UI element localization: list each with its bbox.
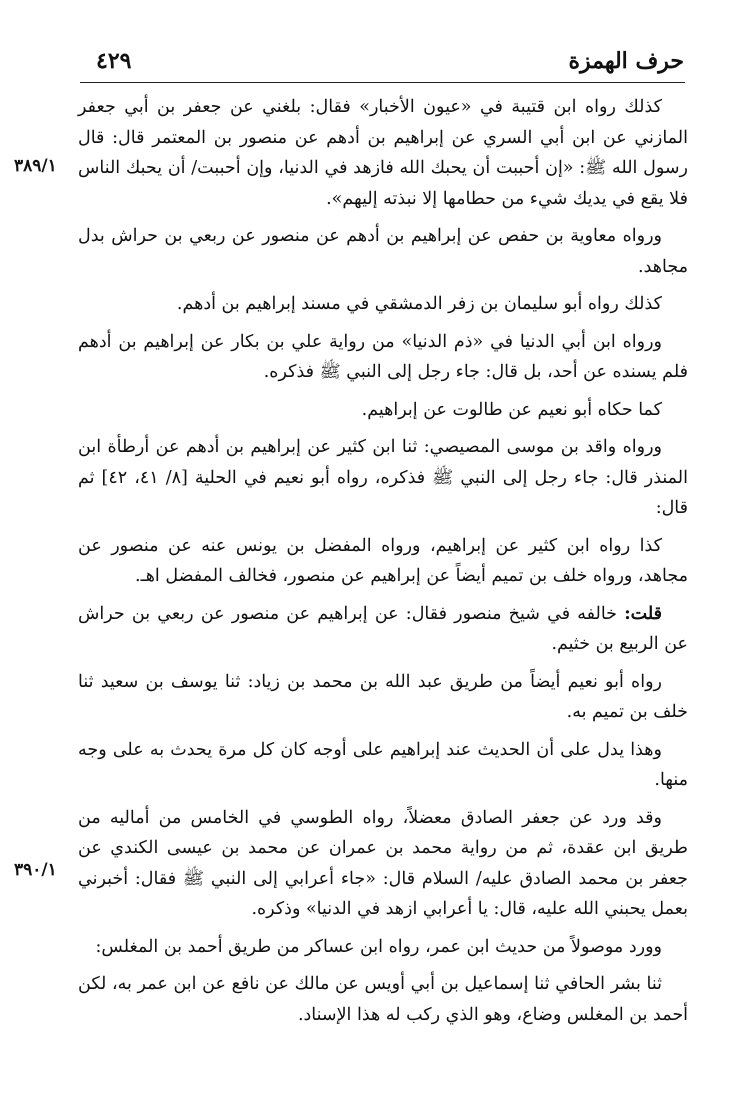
paragraph-4: ورواه ابن أبي الدنيا في «ذم الدنيا» من رواية علي بن بكار عن إبراهيم بن أدهم فلم يسنده عن أحد، بل قال: جاء رجل إلى النبي ﷺ فذكره. [78, 331, 688, 382]
paragraph-12: وورد موصولاً من حديث ابن عمر، رواه ابن عساكر من طريق أحمد بن المغلس: [95, 936, 662, 957]
paragraph-8-text: خالفه في شيخ منصور فقال: عن إبراهيم عن منصور عن ربعي بن حراش عن الربيع بن خثيم. [78, 603, 688, 654]
paragraph-8 [78, 599, 688, 660]
margin-reference-1: ٣٨٩/١ [14, 156, 57, 176]
header-divider [80, 82, 685, 83]
page-number: ٤٢٩ [96, 48, 132, 74]
paragraph-2: ورواه معاوية بن حفص عن إبراهيم بن أدهم عن منصور عن ربعي بن حراش بدل مجاهد. [78, 226, 688, 277]
paragraph-5: كما حكاه أبو نعيم عن طالوت عن إبراهيم. [361, 399, 662, 420]
paragraph-13: ثنا بشر الحافي ثنا إسماعيل بن أبي أويس عن مالك عن نافع عن ابن عمر به، لكن أحمد بن المغلس وضاع، وهو الذي ركب له هذا الإسناد. [78, 974, 688, 1025]
paragraph-11: وقد ورد عن جعفر الصادق معضلاً، رواه الطوسي في الخامس من أماليه من طريق ابن عقدة، ثم من رواية محمد بن عمران عن محمد بن عيسى الكندي عن جعفر بن محمد الصادق عليه/ السلام قال: «جاء أعرابي إلى النبي ﷺ فقال: أخبرني بعمل يحبني الله عليه، قال: يا أعرابي ازهد في الدنيا» وذكره. [78, 807, 688, 919]
margin-reference-2: ٣٩٠/١ [14, 860, 57, 880]
page-header [72, 42, 684, 78]
paragraph-9: رواه أبو نعيم أيضاً من طريق عبد الله بن محمد بن زياد: ثنا يوسف بن سعيد ثنا خلف بن تميم به. [78, 671, 688, 722]
qultu-lead: قلت: [624, 603, 662, 624]
paragraph-6: ورواه واقد بن موسى المصيصي: ثنا ابن كثير عن إبراهيم بن أدهم عن أرطأة ابن المنذر قال: جاء رجل إلى النبي ﷺ فذكره، رواه أبو نعيم في الحلية [٨/ ٤١، ٤٢] ثم قال: [78, 437, 688, 518]
body-text [78, 92, 688, 1037]
paragraph-10: وهذا يدل على أن الحديث عند إبراهيم على أوجه كان كل مرة يحدث به على وجه منها. [78, 739, 688, 790]
running-head-title: حرف الهمزة [568, 48, 684, 74]
paragraph-1: كذلك رواه ابن قتيبة في «عيون الأخبار» فقال: بلغني عن جعفر بن أبي جعفر المازني عن ابن أبي السري عن إبراهيم بن أدهم عن منصور بن المعتمر قال: قال رسول الله ﷺ: «إن أحببت أن يحبك الله فازهد في الدنيا، وإن أحببت/ أن يحبك الناس فلا يقع في يديك شيء من حطامها إلا نبذته إليهم». [78, 97, 688, 209]
paragraph-7: كذا رواه ابن كثير عن إبراهيم، ورواه المفضل بن يونس عنه عن منصور عن مجاهد، ورواه خلف بن تميم أيضاً عن إبراهيم عن منصور، فخالف المفضل اهـ. [78, 535, 688, 586]
paragraph-3: كذلك رواه أبو سليمان بن زفر الدمشقي في مسند إبراهيم بن أدهم. [176, 294, 662, 314]
